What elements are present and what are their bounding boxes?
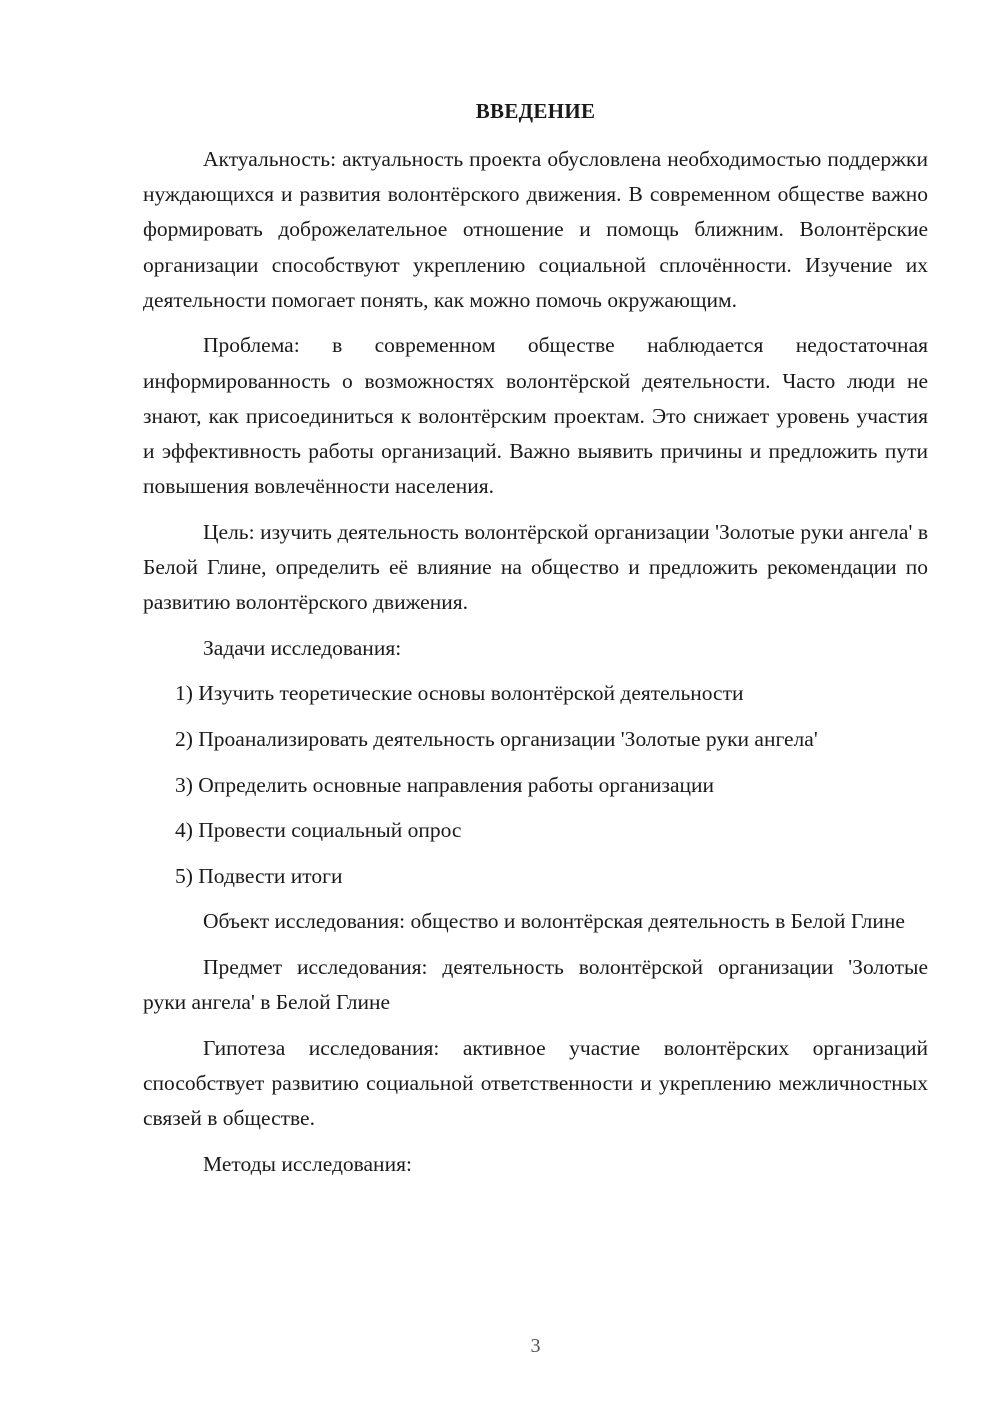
task-item-5: 5) Подвести итоги	[175, 863, 343, 888]
task-item-4: 4) Провести социальный опрос	[175, 818, 462, 843]
paragraph-subject: Предмет исследования: деятельность волонтёрской организации 'Золотые руки ангела' в Белой Глине	[143, 954, 928, 1015]
paragraph-hypothesis: Гипотеза исследования: активное участие волонтёрских организаций способствует развитию социальной ответственности и укреплению межличностных связей в обществе.	[143, 1035, 928, 1131]
task-item-2: 2) Проанализировать деятельность организации 'Золотые руки ангела'	[175, 727, 818, 751]
paragraph-relevance: Актуальность: актуальность проекта обусловлена необходимостью поддержки нуждающихся и развития волонтёрского движения. В современном обществе важно формировать доброжелательное отношение и помощь ближним. Волонтёрские организации способствуют укреплению социальной сплочённости. Изучение их деятельности помогает понять, как можно помочь окружающим.	[143, 147, 928, 312]
paragraph-object: Объект исследования: общество и волонтёрская деятельность в Белой Глине	[203, 909, 905, 934]
paragraph-problem: Проблема: в современном обществе наблюдается недостаточная информированность о возможностях волонтёрской деятельности. Часто люди не знают, как присоединиться к волонтёрским проектам. Это снижает уровень участия и эффективность работы организаций. Важно выявить причины и предложить пути повышения вовлечённости населения.	[143, 333, 928, 499]
task-item-3: 3) Определить основные направления работы организации	[175, 772, 715, 797]
page-number: 3	[530, 1335, 541, 1357]
section-title: ВВЕДЕНИЕ	[475, 99, 596, 123]
paragraph-goal: Цель: изучить деятельность волонтёрской организации 'Золотые руки ангела' в Белой Глине, определить её влияние на общество и предложить рекомендации по развитию волонтёрского движения.	[143, 519, 928, 615]
tasks-heading: Задачи исследования:	[203, 635, 402, 660]
task-item-1: 1) Изучить теоретические основы волонтёрской деятельности	[175, 681, 744, 706]
document-page	[143, 0, 928, 1414]
document-body	[143, 142, 928, 1192]
methods-heading: Методы исследования:	[203, 1151, 412, 1176]
